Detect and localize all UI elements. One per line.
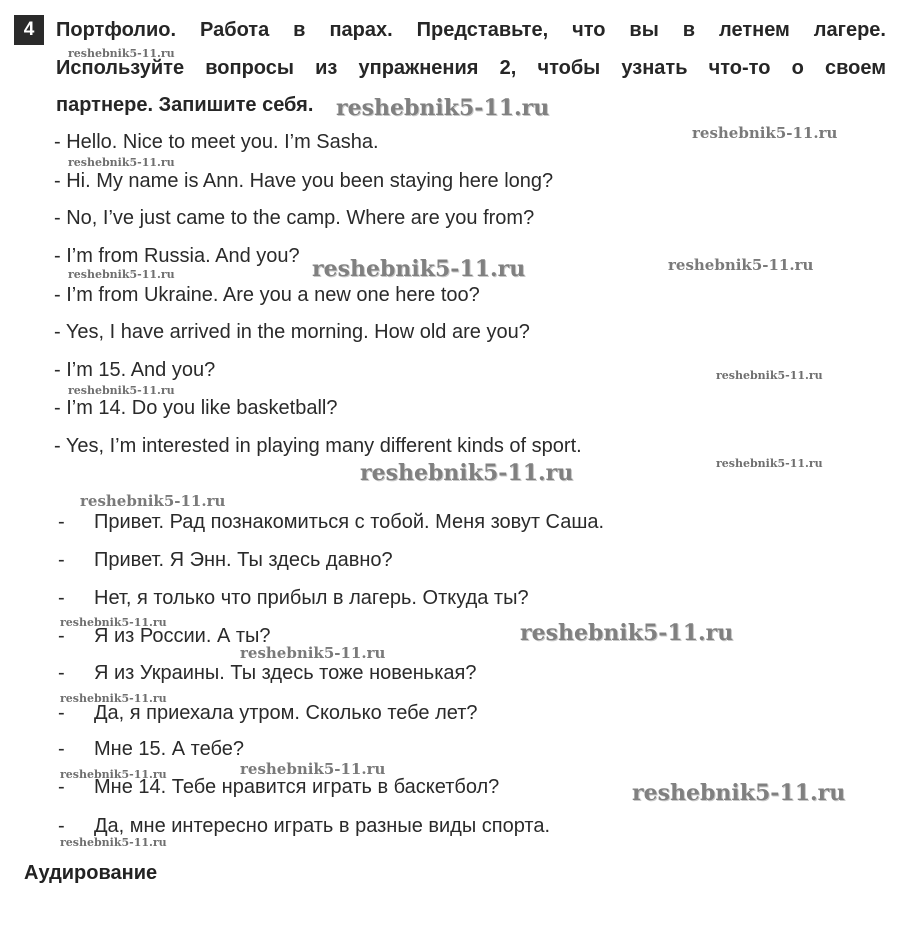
english-line: - I’m from Russia. And you? [54,245,300,267]
watermark: reshebnik5-11.ru [240,644,386,662]
russian-line [58,662,477,685]
task-number-badge: 4 [14,15,44,45]
watermark: reshebnik5-11.ru [692,124,838,142]
dash: - [58,702,65,724]
russian-line-text: Я из Украины. Ты здесь тоже новенькая? [94,662,477,684]
watermark: reshebnik5-11.ru [668,256,814,274]
watermark: reshebnik5-11.ru [68,47,175,60]
dash: - [58,662,65,684]
russian-line-text: Привет. Рад познакомиться с тобой. Меня зовут Саша. [94,511,605,533]
watermark: reshebnik5-11.ru [716,457,823,470]
watermark: reshebnik5-11.ru [80,492,226,510]
watermark: reshebnik5-11.ru [336,95,550,121]
russian-line [58,702,478,725]
russian-line [58,738,244,761]
dash: - [58,625,65,647]
dash: - [58,738,65,760]
watermark: reshebnik5-11.ru [68,268,175,281]
russian-line-text: Да, я приехала утром. Сколько тебе лет? [94,702,478,724]
dash: - [58,587,65,609]
task-text-line-1: Портфолио. Работа в парах. Представьте, что вы в летнем лагере. [56,19,886,41]
dash: - [58,776,65,798]
english-line: - Hi. My name is Ann. Have you been staying here long? [54,170,554,192]
russian-line-text: Мне 15. А тебе? [94,738,244,760]
russian-line-text: Нет, я только что прибыл в лагерь. Откуда ты? [94,587,529,609]
watermark: reshebnik5-11.ru [632,780,846,806]
english-line: - Hello. Nice to meet you. I’m Sasha. [54,131,379,153]
watermark: reshebnik5-11.ru [68,384,175,397]
english-line: - I’m 14. Do you like basketball? [54,397,338,419]
english-line: - No, I’ve just came to the camp. Where are you from? [54,207,535,229]
russian-line-text: Мне 14. Тебе нравится играть в баскетбол? [94,776,500,798]
watermark: reshebnik5-11.ru [520,620,734,646]
dash: - [58,549,65,571]
watermark: reshebnik5-11.ru [60,768,167,781]
english-line: - I’m from Ukraine. Are you a new one here too? [54,284,480,306]
task-text-line-2: Используйте вопросы из упражнения 2, чтобы узнать что-то о своем [56,56,886,79]
dash: - [58,815,65,837]
watermark: reshebnik5-11.ru [360,460,574,486]
section-title-listening: Аудирование [24,862,158,884]
watermark: reshebnik5-11.ru [60,692,167,705]
russian-line [58,511,604,534]
english-line: - Yes, I have arrived in the morning. How old are you? [54,321,530,343]
russian-line-text: Я из России. А ты? [94,625,271,647]
english-line: - Yes, I’m interested in playing many different kinds of sport. [54,435,582,457]
dash: - [58,511,65,533]
english-line: - I’m 15. And you? [54,359,216,381]
russian-line [58,587,529,610]
watermark: reshebnik5-11.ru [240,760,386,778]
russian-line [58,549,393,572]
watermark: reshebnik5-11.ru [68,156,175,169]
watermark: reshebnik5-11.ru [312,256,526,282]
watermark: reshebnik5-11.ru [60,616,167,629]
russian-line-text: Да, мне интересно играть в разные виды спорта. [94,815,551,837]
watermark: reshebnik5-11.ru [716,369,823,382]
russian-line-text: Привет. Я Энн. Ты здесь давно? [94,549,393,571]
watermark: reshebnik5-11.ru [60,836,167,849]
task-text-line-3: партнере. Запишите себя. [56,94,314,116]
russian-line [58,815,550,838]
